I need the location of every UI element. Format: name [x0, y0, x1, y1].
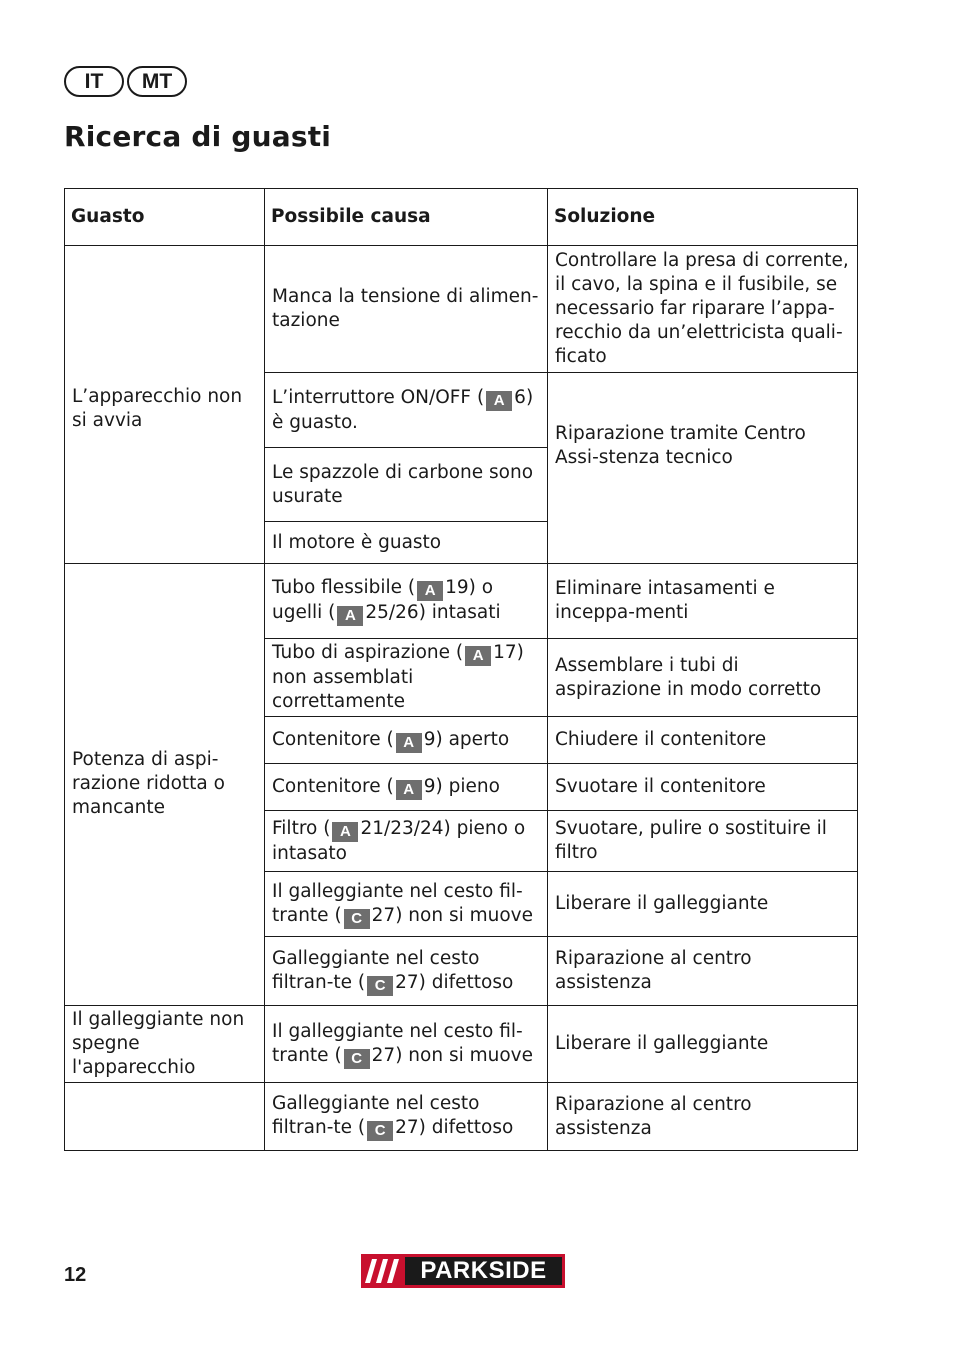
cause-text: L’interruttore ON/OFF ( — [272, 386, 485, 408]
language-badges — [64, 66, 187, 97]
cause-cell — [265, 564, 548, 639]
cause-text: 6) è guasto. — [272, 386, 534, 433]
cause-cell — [265, 717, 548, 764]
header-soluzione: Soluzione — [548, 189, 858, 246]
table-row — [65, 1083, 858, 1151]
brand-name: PARKSIDE — [405, 1257, 562, 1285]
table-row — [65, 1006, 858, 1083]
cause-cell — [265, 1006, 548, 1083]
cause-text: Contenitore ( — [272, 775, 394, 797]
solution-cell: Chiudere il contenitore — [548, 717, 858, 764]
brand-stripes-icon — [361, 1254, 405, 1288]
troubleshooting-table — [64, 188, 858, 1151]
cause-text: Galleggiante nel cesto filtran-te ( — [272, 947, 480, 993]
solution-cell: Controllare la presa di corrente, il cavo, la spina e il fusibile, se necessario far riparare l’appa-recchio da un’elettricista quali-ficato — [548, 246, 858, 373]
cause-text: 21/23/24) pieno o intasato — [272, 817, 526, 864]
reference-a-icon: A — [332, 822, 358, 842]
cause-text: Filtro ( — [272, 817, 331, 839]
header-possibile-causa: Possibile causa — [265, 189, 548, 246]
reference-a-icon: A — [396, 733, 422, 753]
reference-a-icon: A — [396, 780, 422, 800]
cause-text: 27) difettoso — [395, 971, 514, 993]
solution-cell: Svuotare il contenitore — [548, 764, 858, 811]
reference-a-icon: A — [465, 646, 491, 666]
table-row — [65, 564, 858, 639]
cause-text: 19) o ugelli ( — [272, 577, 494, 623]
cause-text: Tubo di aspirazione ( — [272, 642, 464, 663]
reference-c-icon: C — [344, 909, 370, 929]
reference-c-icon: C — [367, 976, 393, 996]
cause-cell: Le spazzole di carbone sono usurate — [265, 448, 548, 522]
cause-text: Il galleggiante nel cesto fil-trante ( — [272, 1020, 523, 1066]
parkside-logo — [361, 1254, 565, 1288]
cause-text: 27) non si muove — [371, 1044, 533, 1066]
cause-text: Galleggiante nel cesto filtran-te ( — [272, 1093, 480, 1138]
cause-text: 27) difettoso — [395, 1117, 514, 1138]
solution-cell: Riparazione al centro assistenza — [548, 937, 858, 1006]
cause-cell — [265, 373, 548, 448]
cause-cell — [265, 811, 548, 872]
solution-cell: Assemblare i tubi di aspirazione in modo corretto — [548, 639, 858, 717]
cause-cell — [265, 639, 548, 717]
page-number: 12 — [64, 1264, 87, 1286]
language-badge-it: IT — [64, 66, 124, 97]
page-title: Ricerca di guasti — [64, 120, 332, 153]
reference-c-icon: C — [367, 1121, 393, 1141]
reference-a-icon: A — [417, 581, 443, 601]
cause-cell — [265, 1083, 548, 1151]
fault-cell: Il galleggiante non spegne l'apparecchio — [65, 1006, 265, 1083]
fault-cell: Potenza di aspi-razione ridotta o mancante — [65, 564, 265, 1006]
cause-text: 17) non assemblati correttamente — [272, 642, 524, 712]
solution-cell: Liberare il galleggiante — [548, 872, 858, 937]
cause-cell — [265, 872, 548, 937]
cause-text: Il galleggiante nel cesto fil-trante ( — [272, 880, 523, 926]
header-guasto: Guasto — [65, 189, 265, 246]
solution-cell: Svuotare, pulire o sostituire il filtro — [548, 811, 858, 872]
reference-a-icon: A — [486, 391, 512, 411]
cause-text: Contenitore ( — [272, 728, 394, 750]
solution-cell: Riparazione al centro assistenza — [548, 1083, 858, 1151]
cause-text: 27) non si muove — [371, 904, 533, 926]
table-header-row — [65, 189, 858, 246]
cause-text: 9) aperto — [423, 728, 510, 750]
language-badge-mt: MT — [127, 66, 187, 97]
cause-text: 9) pieno — [423, 775, 500, 797]
fault-cell-empty — [65, 1083, 265, 1151]
cause-cell: Il motore è guasto — [265, 522, 548, 564]
cause-cell — [265, 937, 548, 1006]
cause-cell — [265, 764, 548, 811]
solution-cell: Riparazione tramite Centro Assi-stenza tecnico — [548, 373, 858, 564]
fault-cell: L’apparecchio non si avvia — [65, 246, 265, 564]
solution-cell: Liberare il galleggiante — [548, 1006, 858, 1083]
cause-text: 25/26) intasati — [365, 602, 501, 623]
cause-cell: Manca la tensione di alimen-tazione — [265, 246, 548, 373]
reference-a-icon: A — [337, 606, 363, 626]
table-row — [65, 246, 858, 373]
solution-cell: Eliminare intasamenti e inceppa-menti — [548, 564, 858, 639]
reference-c-icon: C — [344, 1049, 370, 1069]
cause-text: Tubo flessibile ( — [272, 577, 416, 598]
